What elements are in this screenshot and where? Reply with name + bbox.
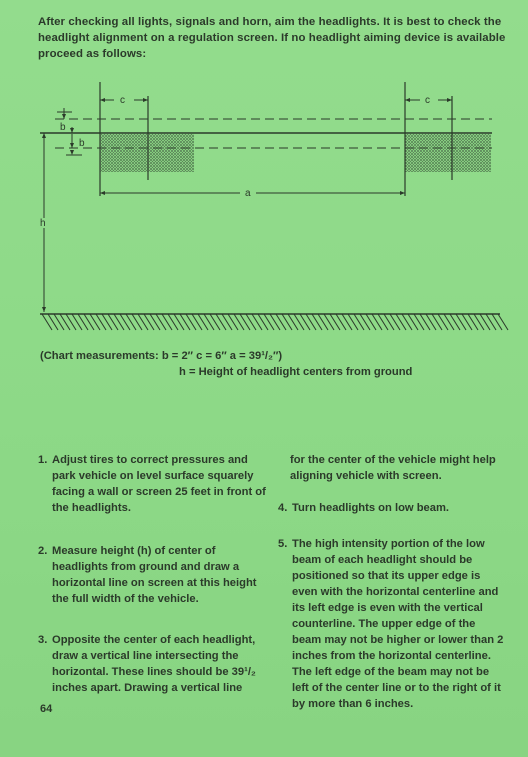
hatch-stroke (300, 314, 310, 330)
hatch-stroke (48, 314, 58, 330)
hatch-stroke (96, 314, 106, 330)
hatch-stroke (162, 314, 172, 330)
hatch-stroke (468, 314, 478, 330)
step-number: 3. (38, 634, 48, 646)
hatch-stroke (186, 314, 196, 330)
page-number: 64 (40, 703, 53, 715)
step-1 (38, 452, 268, 516)
step-2 (38, 543, 268, 607)
hatch-stroke (102, 314, 112, 330)
hatch-stroke (246, 314, 256, 330)
hatch-stroke (390, 314, 400, 330)
hatch-stroke (402, 314, 412, 330)
hatch-stroke (336, 314, 346, 330)
step-text: Measure height (h) of center of headlights from ground and draw a horizontal line on screen at this height the full width of the vehicle. (52, 545, 257, 605)
hatch-stroke (78, 314, 88, 330)
hatch-stroke (180, 314, 190, 330)
label-c-left: c (120, 95, 125, 106)
label-b-lower: b (79, 138, 85, 149)
hatch-stroke (168, 314, 178, 330)
hatch-stroke (324, 314, 334, 330)
label-c-right: c (425, 95, 430, 106)
hatch-stroke (132, 314, 142, 330)
hatch-stroke (288, 314, 298, 330)
hatch-stroke (330, 314, 340, 330)
hatch-stroke (432, 314, 442, 330)
ground-hatching (42, 314, 508, 330)
hatch-stroke (282, 314, 292, 330)
hatch-stroke (198, 314, 208, 330)
step-text: The high intensity portion of the low beam of each headlight should be positioned so that its upper edge is even with the horizontal centerline and its left edge is even with the vertical counterline. The upper edge of the beam may not be higher or lower than 2 inches from the horizontal centerline. The left edge of the beam may not be left of the center line or to the right of it by more than 6 inches. (292, 538, 504, 710)
hatch-stroke (306, 314, 316, 330)
hatch-stroke (408, 314, 418, 330)
hatch-stroke (120, 314, 130, 330)
hatch-stroke (264, 314, 274, 330)
hatch-stroke (150, 314, 160, 330)
hatch-stroke (372, 314, 382, 330)
label-b-upper: b (60, 122, 66, 133)
step-5 (278, 536, 506, 712)
step-number: 5. (278, 538, 288, 550)
hatch-stroke (276, 314, 286, 330)
hatch-stroke (420, 314, 430, 330)
hatch-stroke (234, 314, 244, 330)
hatch-stroke (474, 314, 484, 330)
label-h: h (40, 218, 46, 229)
hatch-stroke (210, 314, 220, 330)
hatch-stroke (66, 314, 76, 330)
hatch-stroke (318, 314, 328, 330)
hatch-stroke (252, 314, 262, 330)
measurements-line-1: (Chart measurements: b = 2″ c = 6″ a = 39¹/₂″) (40, 350, 283, 362)
hatch-stroke (498, 314, 508, 330)
step-number: 4. (278, 502, 288, 514)
hatch-stroke (378, 314, 388, 330)
intro-paragraph: After checking all lights, signals and horn, aim the headlights. It is best to check the headlight alignment on a regulation screen. If no headlight aiming device is available proceed as follows: (38, 16, 506, 60)
step-3 (38, 632, 268, 696)
hatch-stroke (216, 314, 226, 330)
hatch-stroke (414, 314, 424, 330)
hatch-stroke (366, 314, 376, 330)
hatch-stroke (486, 314, 496, 330)
step-text: Turn headlights on low beam. (292, 502, 450, 514)
hatch-stroke (462, 314, 472, 330)
hatch-stroke (342, 314, 352, 330)
hatch-stroke (240, 314, 250, 330)
hatch-stroke (60, 314, 70, 330)
hatch-stroke (222, 314, 232, 330)
left-beam-zone (100, 134, 194, 172)
step-number: 1. (38, 454, 48, 466)
hatch-stroke (426, 314, 436, 330)
hatch-stroke (84, 314, 94, 330)
hatch-stroke (138, 314, 148, 330)
hatch-stroke (438, 314, 448, 330)
hatch-stroke (348, 314, 358, 330)
chart-measurements (40, 348, 500, 380)
hatch-stroke (114, 314, 124, 330)
hatch-stroke (360, 314, 370, 330)
hatch-stroke (126, 314, 136, 330)
hatch-stroke (312, 314, 322, 330)
hatch-stroke (456, 314, 466, 330)
step-number: 2. (38, 545, 48, 557)
hatch-stroke (204, 314, 214, 330)
hatch-stroke (54, 314, 64, 330)
step-4 (278, 500, 506, 516)
headlight-aiming-diagram (0, 0, 528, 345)
hatch-stroke (72, 314, 82, 330)
hatch-stroke (450, 314, 460, 330)
hatch-stroke (492, 314, 502, 330)
hatch-stroke (90, 314, 100, 330)
step-text: Opposite the center of each headlight, draw a vertical line intersecting the horizontal. These lines should be 39¹/₂ inches apart. Drawing a vertical line (52, 634, 256, 694)
measurements-line-2: h = Height of headlight centers from ground (179, 366, 413, 378)
hatch-stroke (192, 314, 202, 330)
hatch-stroke (42, 314, 52, 330)
hatch-stroke (228, 314, 238, 330)
hatch-stroke (144, 314, 154, 330)
hatch-stroke (384, 314, 394, 330)
label-a: a (245, 188, 251, 199)
hatch-stroke (258, 314, 268, 330)
hatch-stroke (294, 314, 304, 330)
hatch-stroke (444, 314, 454, 330)
step-text: for the center of the vehicle might help aligning vehicle with screen. (290, 454, 496, 482)
hatch-stroke (396, 314, 406, 330)
hatch-stroke (156, 314, 166, 330)
step-text: Adjust tires to correct pressures and park vehicle on level surface squarely facing a wall or screen 25 feet in front of the headlights. (52, 454, 266, 514)
hatch-stroke (480, 314, 490, 330)
step-3-continued (290, 452, 506, 484)
hatch-stroke (270, 314, 280, 330)
hatch-stroke (108, 314, 118, 330)
hatch-stroke (354, 314, 364, 330)
hatch-stroke (174, 314, 184, 330)
right-beam-zone (405, 134, 491, 172)
